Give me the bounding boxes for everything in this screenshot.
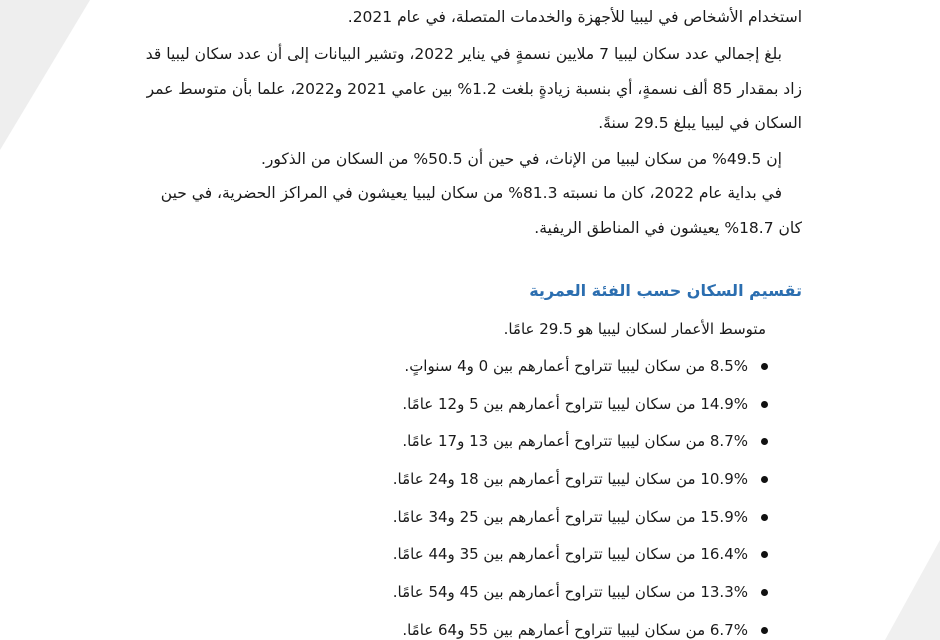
bullet-icon bbox=[761, 363, 768, 370]
bullet-icon bbox=[761, 589, 768, 596]
list-item-text: 14.9% من سكان ليبيا تتراوح أعمارهم بين 5 و12 عامًا. bbox=[402, 394, 748, 413]
page-decoration-right bbox=[840, 0, 940, 640]
list-item bbox=[140, 620, 802, 640]
section-heading: تقسيم السكان حسب الفئة العمرية bbox=[529, 281, 802, 300]
list-item bbox=[140, 394, 802, 432]
list-item bbox=[140, 469, 802, 507]
section-intro: متوسط الأعمار لسكان ليبيا هو 29.5 عامًا. bbox=[503, 320, 766, 338]
list-item-text: 6.7% من سكان ليبيا تتراوح أعمارهم بين 55 و64 عامًا. bbox=[402, 620, 748, 639]
paragraph-population-total: بلغ إجمالي عدد سكان ليبيا 7 ملايين نسمةٍ في يناير 2022، وتشير البيانات إلى أن عدد سكان ليبيا قد زاد بمقدار 85 ألف نسمةٍ، أي بنسبة زيادةٍ بلغت 1.2% بين عامي 2021 و2022، علما بأن متوسط عمر السكان في ليبيا يبلغ 29.5 سنةً. bbox=[145, 45, 802, 132]
list-item-text: 8.5% من سكان ليبيا تتراوح أعمارهم بين 0 و4 سنواتٍ. bbox=[404, 357, 748, 375]
list-item bbox=[140, 431, 802, 469]
bullet-icon bbox=[761, 551, 768, 558]
bullet-icon bbox=[761, 401, 768, 408]
paragraph-device-usage: استخدام الأشخاص في ليبيا للأجهزة والخدمات المتصلة، في عام 2021. bbox=[347, 8, 802, 26]
bullet-icon bbox=[761, 514, 768, 521]
bullet-icon bbox=[761, 438, 768, 445]
list-item bbox=[140, 507, 802, 545]
list-item-text: 16.4% من سكان ليبيا تتراوح أعمارهم بين 35 و44 عامًا. bbox=[392, 545, 748, 564]
bullet-icon bbox=[761, 476, 768, 483]
bullet-icon bbox=[761, 627, 768, 634]
list-item bbox=[140, 582, 802, 620]
list-item-text: 8.7% من سكان ليبيا تتراوح أعمارهم بين 13 و17 عامًا. bbox=[402, 432, 748, 451]
list-item-text: 13.3% من سكان ليبيا تتراوح أعمارهم بين 45 و54 عامًا. bbox=[392, 583, 748, 602]
list-item bbox=[140, 544, 802, 582]
list-item-text: 10.9% من سكان ليبيا تتراوح أعمارهم بين 18 و24 عامًا. bbox=[392, 470, 748, 489]
paragraph-gender-split: إن 49.5% من سكان ليبيا من الإناث، في حين أن 50.5% من السكان من الذكور. bbox=[260, 150, 782, 168]
paragraph-urban-rural: في بداية عام 2022، كان ما نسبته 81.3% من سكان ليبيا يعيشون في المراكز الحضرية، في حين كان 18.7% يعيشون في المناطق الريفية. bbox=[160, 184, 802, 237]
list-item bbox=[140, 356, 802, 394]
list-item-text: 15.9% من سكان ليبيا تتراوح أعمارهم بين 25 و34 عامًا. bbox=[392, 507, 748, 526]
age-group-list bbox=[140, 356, 802, 640]
page-decoration-left bbox=[0, 0, 90, 640]
